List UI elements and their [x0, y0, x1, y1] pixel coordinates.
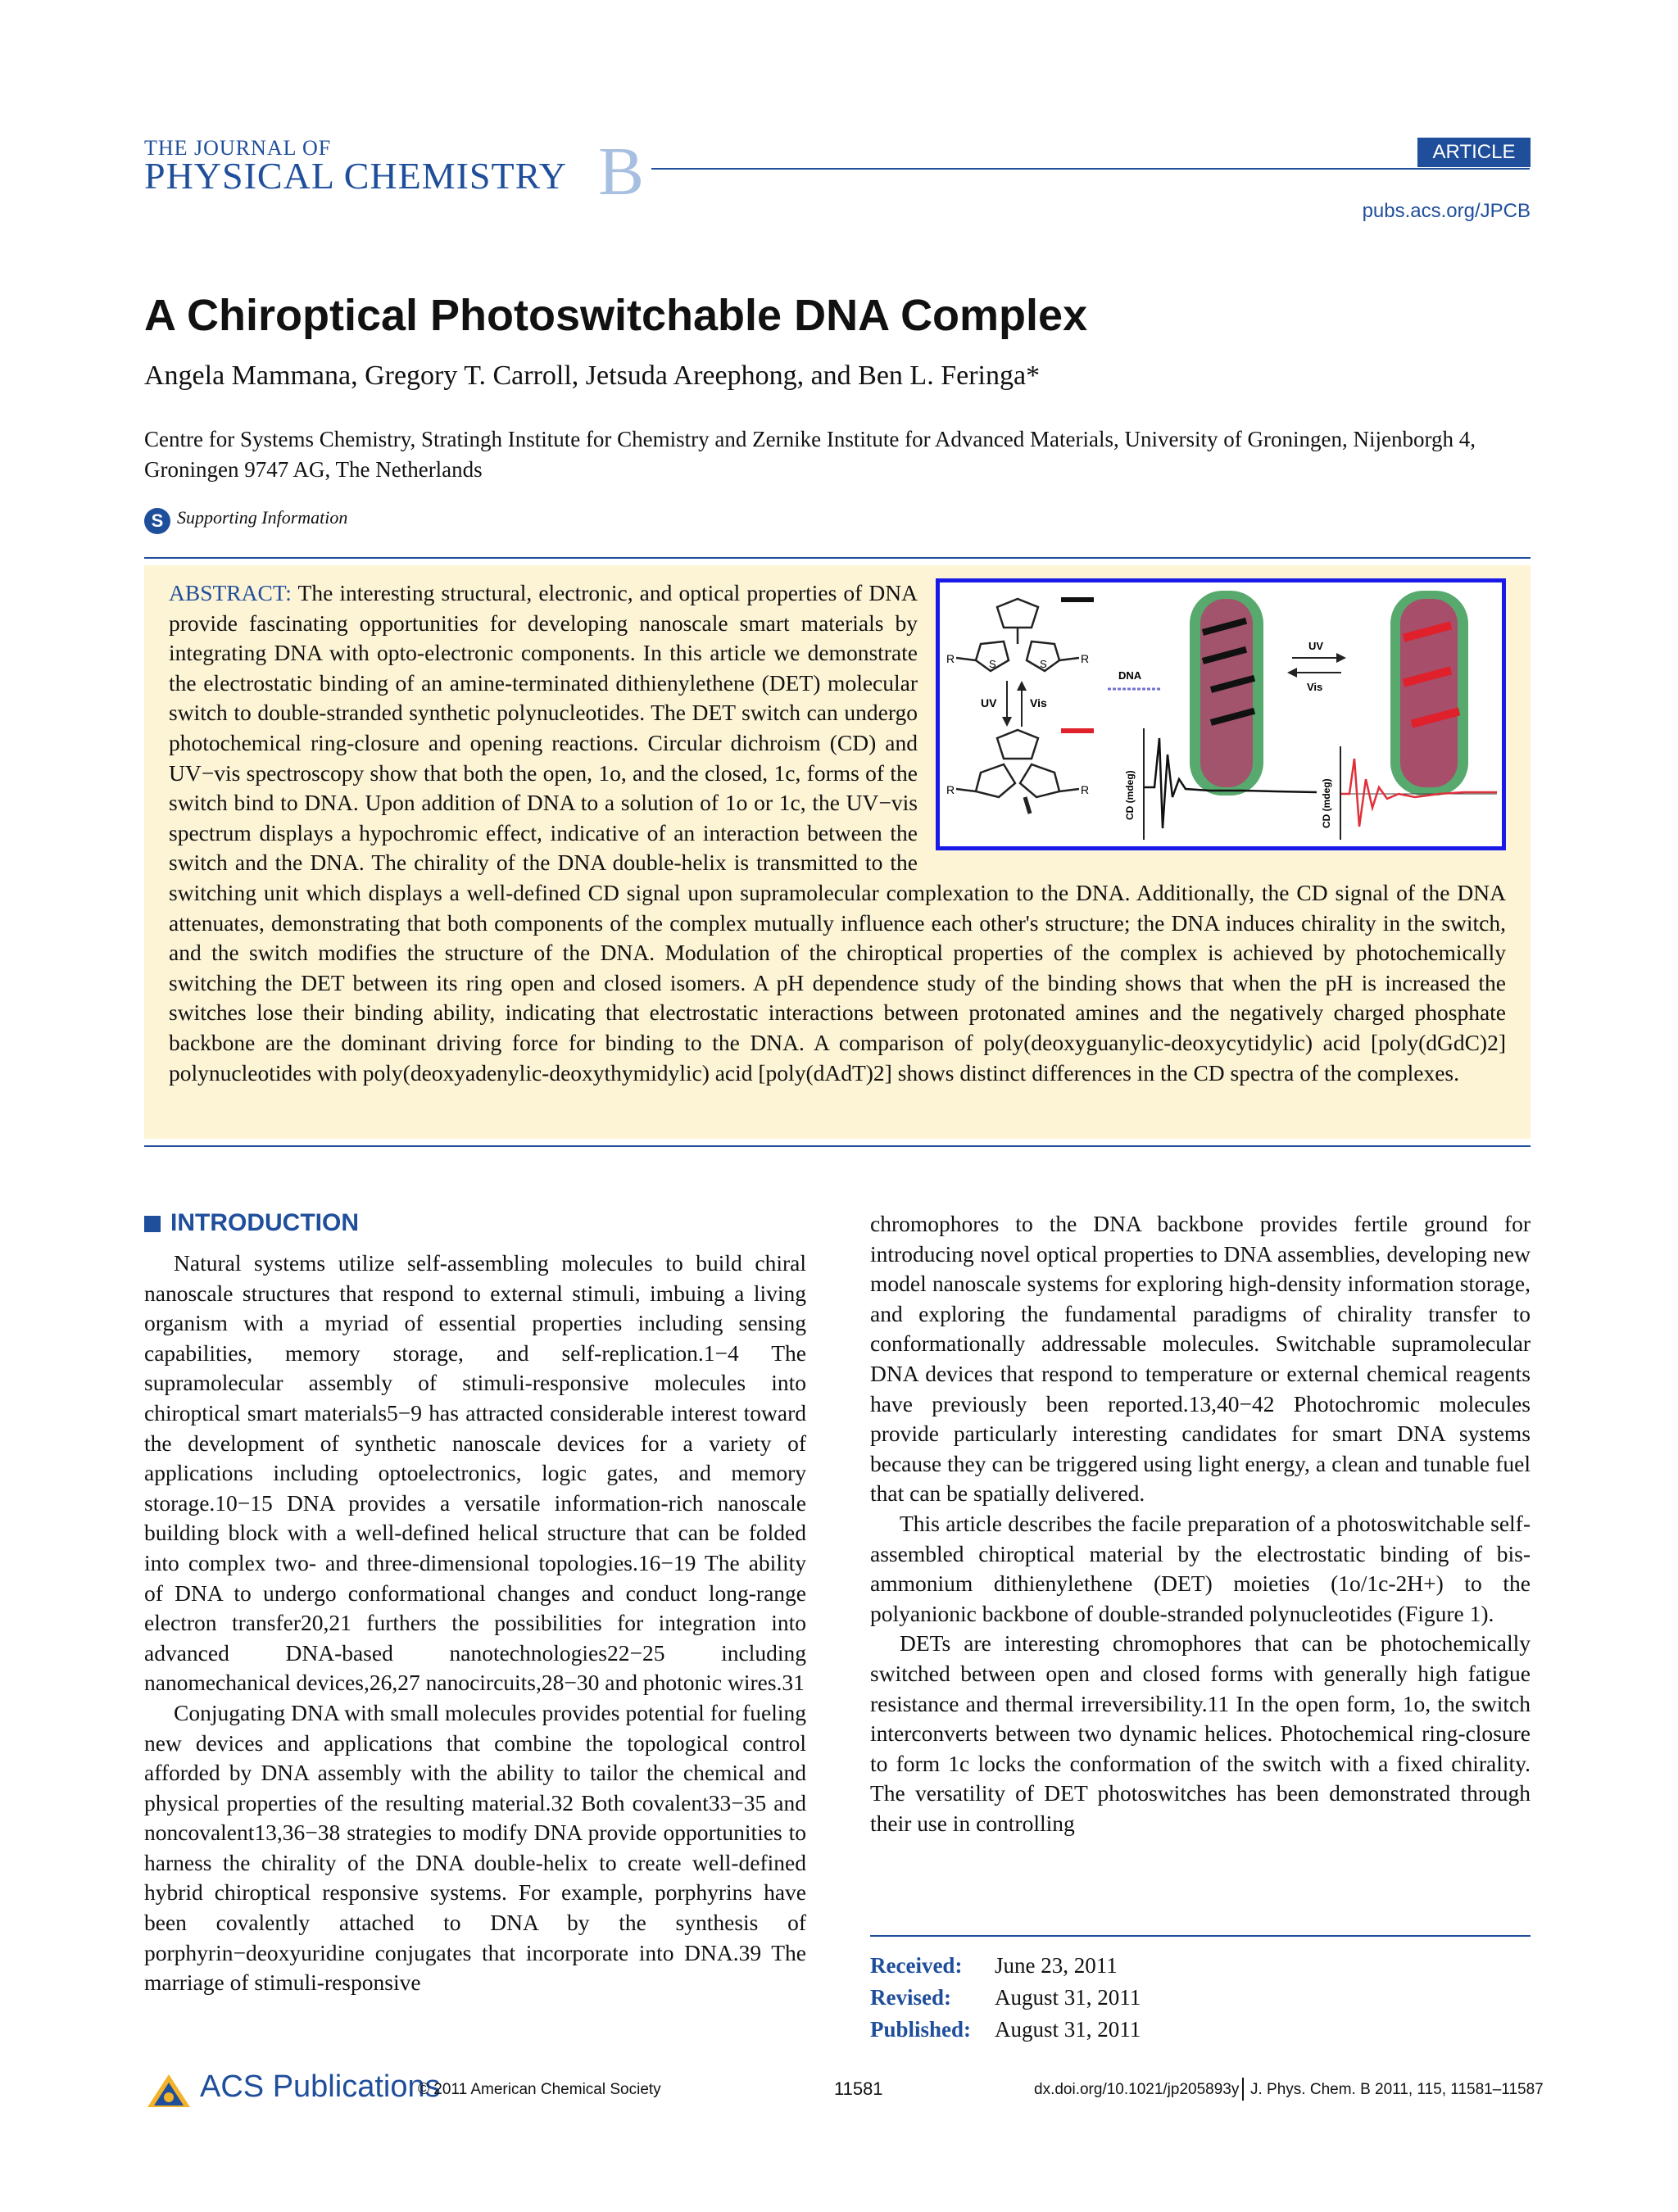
date-revised: [870, 1982, 1141, 2014]
date-received: [870, 1950, 1141, 1982]
publisher-name[interactable]: ACS Publications: [200, 2069, 441, 2104]
citation: J. Phys. Chem. B 2011, 115, 11581–11587: [1250, 2081, 1544, 2098]
doi-link[interactable]: dx.doi.org/10.1021/jp205893y: [1034, 2081, 1240, 2098]
acs-logo-icon[interactable]: [144, 2071, 193, 2112]
open-s-left: S: [989, 658, 996, 670]
affiliation: Centre for Systems Chemistry, Stratingh Institute for Chemistry and Zernike Institute for Advanced Materials, University of Groningen, Nijenborgh 4, Groningen 9747 AG, The Netherlands: [144, 427, 1476, 482]
journal-name-top: THE JOURNAL OF: [144, 136, 332, 160]
open-r-left: R: [946, 652, 955, 665]
intro-paragraph-5: DETs are interesting chromophores that can be photochemically switched between open and closed forms with generally high fatigue resistance and thermal irreversibility.11 In the open form, 1o, the switch interconverts between two dynamic helices. Photochemical ring-closure to form 1c locks the conformation of the switch with a fixed chirality. The versatility of DET photoswitches has been demonstrated through their use in controlling: [870, 1630, 1531, 1836]
abstract: [169, 578, 1506, 1088]
introduction-heading-text: INTRODUCTION: [170, 1209, 359, 1236]
intro-paragraph-4: This article describes the facile preparation of a photoswitchable self-assembled chiroptical material by the electrostatic binding of bis-ammonium dithienylethene (DET) moieties (1o/1c-2H+) to the polyanionic backbone of double-stranded polynucleotides (Figure 1).: [870, 1510, 1531, 1626]
supporting-info-icon[interactable]: S: [144, 508, 170, 534]
page-number: 11581: [834, 2078, 883, 2099]
date-published-value: August 31, 2011: [995, 2017, 1141, 2042]
closed-form-marker: [1061, 728, 1094, 733]
cd-axis-label-left: CD (mdeg): [1124, 770, 1136, 820]
open-s-right: S: [1040, 658, 1047, 670]
intro-paragraph-2: Conjugating DNA with small molecules provides potential for fueling new devices and applications that combine the topological control afforded by DNA assembly with the ability to tailor the chemical and physical properties of the resulting material.32 Both covalent33−35 and noncovalent13,36−38 strategies to modify DNA provide opportunities to harness the chirality of the DNA double-helix to create well-defined hybrid chiroptical responsive systems. For example, porphyrins have been covalently attached to DNA by the synthesis of porphyrin−deoxyuridine conjugates that incorporate into DNA.39 The marriage of stimuli-responsive: [144, 1699, 806, 1996]
uv-label: UV: [981, 696, 997, 709]
publication-dates: [870, 1950, 1141, 2046]
date-revised-label: Revised:: [870, 1985, 951, 2010]
section-marker-icon: [144, 1216, 161, 1232]
introduction-heading: [144, 1209, 359, 1237]
article-title: A Chiroptical Photoswitchable DNA Complex: [144, 291, 1088, 340]
dna-helix-left: [1190, 591, 1263, 796]
journal-name-main: PHYSICAL CHEMISTRY: [144, 155, 567, 197]
journal-url-link[interactable]: pubs.acs.org/JPCB: [1362, 200, 1531, 222]
vis-arrow-head: [1017, 681, 1027, 691]
dna-label: DNA: [1118, 669, 1142, 682]
dna-helix-right: [1390, 591, 1468, 796]
toc-graphic-svg: [940, 582, 1502, 846]
vis-label: Vis: [1030, 696, 1047, 709]
footer-divider: [1242, 2078, 1244, 2101]
toc-graphic: [936, 578, 1506, 850]
date-received-label: Received:: [870, 1953, 963, 1978]
vis-right-label: Vis: [1307, 681, 1323, 693]
open-form-marker: [1061, 597, 1094, 602]
uv-arrow-head: [1002, 717, 1012, 727]
article-type-badge: ARTICLE: [1417, 138, 1531, 167]
intro-paragraph-3: chromophores to the DNA backbone provides fertile ground for introducing novel optical properties to DNA assemblies, developing new model nanoscale systems for exploring high-density information storage, and exploring the fundamental paradigms of chirality transfer to conformationally addressable molecules. Switchable supramolecular DNA devices that respond to temperature or external chemical reagents have previously been reported.13,40−42 Photochromic molecules provide particularly interesting candidates for smart DNA systems because they can be triggered using light energy, a clean and tunable fuel that can be spatially delivered.: [870, 1211, 1531, 1507]
uv-right-label: UV: [1308, 640, 1324, 652]
copyright: © 2011 American Chemical Society: [418, 2081, 661, 2098]
closed-switch-structure: [956, 730, 1079, 814]
cd-axis-label-right: CD (mdeg): [1321, 778, 1332, 828]
date-received-value: June 23, 2011: [995, 1953, 1118, 1978]
intro-paragraph-1: Natural systems utilize self-assembling molecules to build chiral nanoscale structures that respond to external stimuli, imbuing a living organism with a myriad of essential properties including sensing capabilities, memory storage, and self-replication.1−4 The supramolecular assembly of stimuli-responsive molecules into chiroptical smart materials5−9 has attracted considerable interest toward the development of synthetic nanoscale devices for a variety of applications including optoelectronics, logic gates, and memory storage.10−15 DNA provides a versatile information-rich nanoscale building block with a well-defined helical structure that can be folded into complex two- and three-dimensional topologies.16−19 The ability of DNA to undergo conformational changes and conduct long-range electron transfer20,21 furthers the possibilities for integration into advanced DNA-based nanotechnologies22−25 including nanomechanical devices,26,27 nanocircuits,28−30 and photonic wires.31: [144, 1250, 806, 1696]
open-r-right: R: [1081, 652, 1090, 665]
right-column: [870, 1209, 1531, 1838]
journal-letter: B: [598, 134, 645, 210]
left-column: [144, 1249, 806, 1998]
abstract-bottom-rule: [144, 1145, 1531, 1147]
open-switch-structure: [956, 599, 1079, 671]
header-rule: [651, 168, 1530, 170]
date-revised-value: August 31, 2011: [995, 1985, 1141, 2010]
dates-rule: [870, 1935, 1531, 1937]
abstract-top-rule: [144, 557, 1531, 559]
abstract-text: The interesting structural, electronic, and optical properties of DNA provide fascinating opportunities for developing nanoscale smart materials by integrating DNA with opto-electronic components. In this article we demonstrate the electrostatic binding of an amine-terminated dithienylethene (DET) molecular switch to double-stranded synthetic polynucleotides. The DET switch can undergo photochemical ring-closure and opening reactions. Circular dichroism (CD) and UV−vis spectroscopy show that both the open, 1o, and the closed, 1c, forms of the switch bind to DNA. Upon addition of DNA to a solution of 1o or 1c, the UV−vis spectrum displays a hypochromic effect, indicative of an interaction between the switch and the DNA. The chirality of the DNA double-helix is transmitted to the switching unit which displays a well-defined CD signal upon supramolecular complexation to the DNA. Additionally, the CD signal of the DNA attenuates, demonstrating that both components of the complex mutually influence each other's structure; the DNA induces chirality in the switch, and the switch modifies the structure of the DNA. Modulation of the chiroptical properties of the complex is achieved by photochemically switching the DET between its ring open and closed isomers. A pH dependence study of the binding shows that when the pH is increased the switches lose their binding ability, indicating that electrostatic interactions between protonated amines and the negatively charged phosphate backbone are the dominant driving force for binding to the DNA. A comparison of poly(deoxyguanylic-deoxycytidylic) acid [poly(dGdC)2] polynucleotides with poly(deoxyadenylic-deoxythymidylic) acid [poly(dAdT)2] shows distinct differences in the CD spectra of the complexes.: [169, 580, 1506, 1086]
vis-exchange-arrow-head: [1287, 668, 1297, 678]
closed-r-left: R: [946, 783, 955, 796]
date-published-label: Published:: [870, 2017, 972, 2042]
abstract-label: ABSTRACT:: [169, 580, 292, 605]
supporting-info-link[interactable]: Supporting Information: [177, 507, 348, 528]
uv-exchange-arrow-head: [1336, 653, 1346, 663]
closed-r-right: R: [1081, 783, 1090, 796]
date-published: [870, 2014, 1141, 2046]
author-list: Angela Mammana, Gregory T. Carroll, Jetsuda Areephong, and Ben L. Feringa*: [144, 360, 1041, 391]
